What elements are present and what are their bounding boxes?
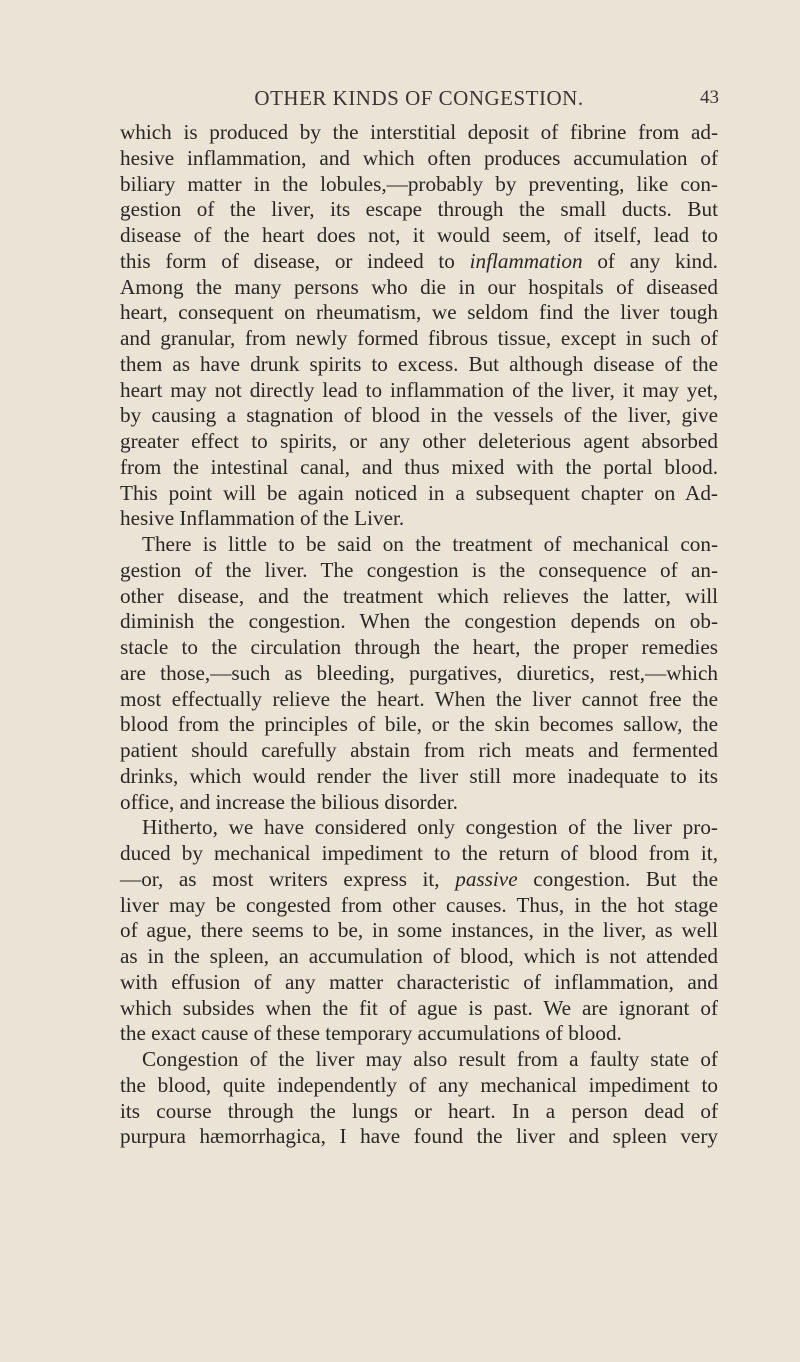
text-line: patient should carefully abstain from rich meats and fermented	[120, 738, 718, 762]
text-line: Hitherto, we have considered only congestion of the liver pro-	[142, 815, 718, 840]
running-head	[119, 83, 719, 113]
text-line: duced by mechanical impediment to the return of blood from it,	[120, 841, 718, 865]
text-line: stacle to the circulation through the heart, the proper remedies	[120, 635, 718, 659]
text-line: greater effect to spirits, or any other deleterious agent absorbed	[120, 429, 718, 453]
paragraph	[120, 532, 718, 815]
text-line: hesive inflammation, and which often produces accumulation of	[120, 145, 718, 170]
text-line: which subsides when the fit of ague is past. We are ignorant of	[120, 995, 718, 1020]
text-line: the blood, quite independently of any mechanical impediment to	[120, 1072, 718, 1097]
text-line: are those,—such as bleeding, purgatives, diuretics, rest,—which	[120, 660, 718, 685]
text-line: which is produced by the interstitial deposit of fibrine from ad-	[120, 120, 718, 144]
paragraph	[120, 1047, 718, 1150]
text-line: purpura hæmorrhagica, I have found the liver and spleen very	[120, 1124, 718, 1149]
text-line: of ague, there seems to be, in some instances, in the liver, as well	[120, 918, 718, 943]
text-line: liver may be congested from other causes. Thus, in the hot stage	[120, 892, 718, 917]
text-line: them as have drunk spirits to excess. But although disease of the	[120, 351, 718, 376]
text-line: and granular, from newly formed fibrous tissue, except in such of	[120, 326, 718, 350]
text-line: disease of the heart does not, it would seem, of itself, lead to	[120, 223, 718, 247]
text-line: hesive Inflammation of the Liver.	[120, 506, 405, 531]
text-line: biliary matter in the lobules,—probably by preventing, like con-	[120, 171, 718, 196]
italic-term: inflammation	[469, 248, 583, 273]
text-line: heart may not directly lead to inflammation of the liver, it may yet,	[120, 377, 718, 402]
text-line: —or, as most writers express it, passive congestion. But the	[120, 866, 718, 891]
text-line: There is little to be said on the treatment of mechanical con-	[142, 532, 718, 556]
body-text	[120, 120, 718, 1150]
text-line: drinks, which would render the liver still more inadequate to its	[120, 763, 718, 788]
text-line: office, and increase the bilious disorder.	[120, 789, 458, 814]
text-line: diminish the congestion. When the congestion depends on ob-	[120, 609, 718, 634]
text-line: most effectually relieve the heart. When the liver cannot free the	[120, 686, 718, 711]
text-line: gestion of the liver, its escape through the small ducts. But	[120, 197, 718, 222]
text-line: by causing a stagnation of blood in the vessels of the liver, give	[120, 403, 718, 428]
text-line: the exact cause of these temporary accumulations of blood.	[120, 1021, 622, 1046]
text-line: this form of disease, or indeed to inflammation of any kind.	[120, 248, 718, 273]
page-number: 43	[700, 87, 719, 108]
running-title: OTHER KINDS OF CONGESTION.	[254, 86, 584, 110]
text-line: as in the spleen, an accumulation of blood, which is not attended	[120, 944, 718, 968]
text-line: gestion of the liver. The congestion is the consequence of an-	[120, 557, 718, 582]
text-line: from the intestinal canal, and thus mixed with the portal blood.	[120, 454, 718, 479]
paragraph	[120, 815, 718, 1047]
text-line: Among the many persons who die in our hospitals of diseased	[120, 274, 718, 299]
paragraph	[120, 120, 718, 532]
text-line: heart, consequent on rheumatism, we seldom find the liver tough	[120, 300, 718, 325]
text-line: its course through the lungs or heart. In a person dead of	[120, 1098, 718, 1123]
italic-term: passive	[455, 866, 518, 891]
text-line: other disease, and the treatment which relieves the latter, will	[120, 583, 718, 608]
text-line: with effusion of any matter characteristic of inflammation, and	[120, 969, 718, 994]
text-line: blood from the principles of bile, or the skin becomes sallow, the	[120, 712, 718, 737]
text-line: Congestion of the liver may also result from a faulty state of	[142, 1047, 718, 1071]
text-line: This point will be again noticed in a subsequent chapter on Ad-	[120, 480, 718, 505]
